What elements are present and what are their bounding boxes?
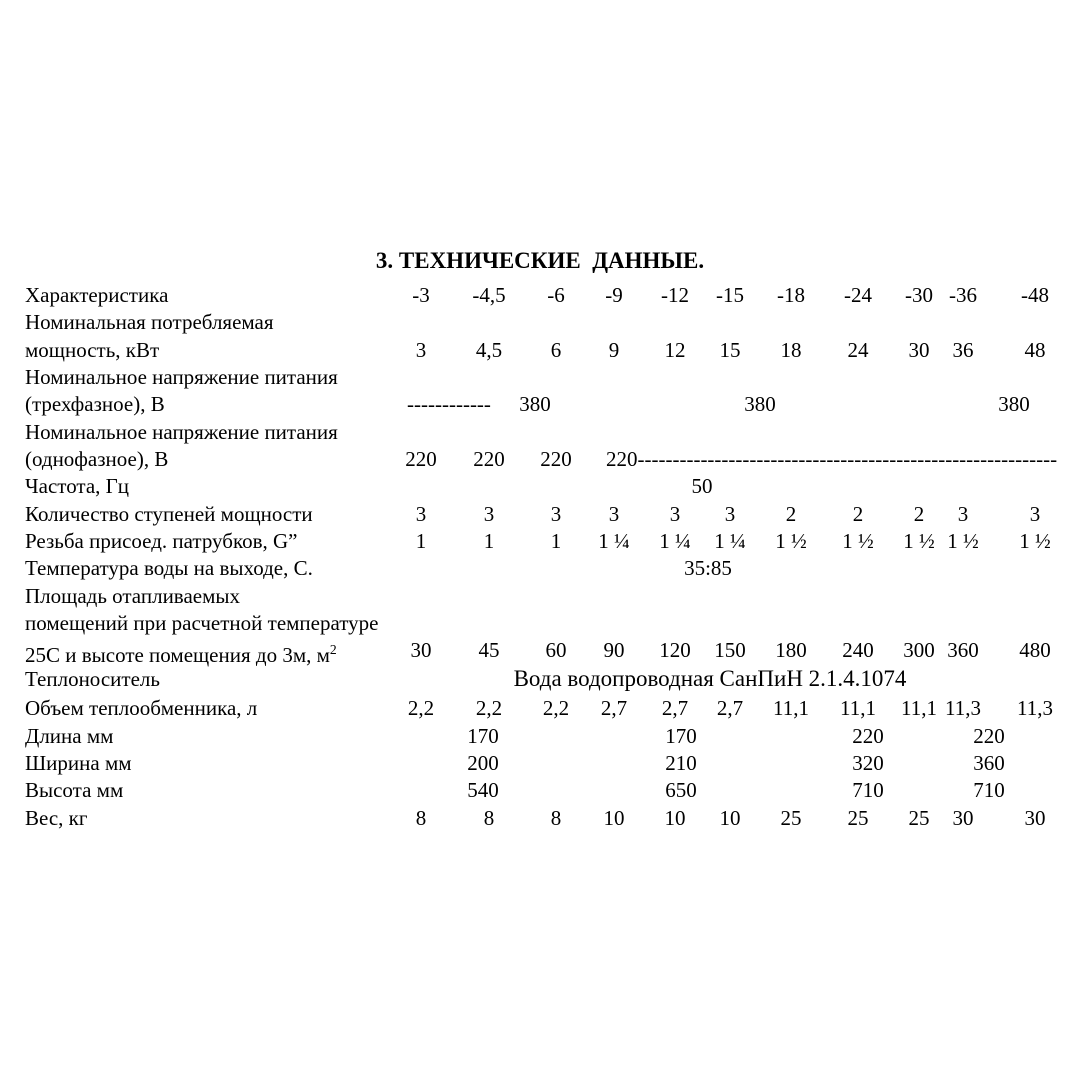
table-row-voltage1 xyxy=(0,445,1080,473)
steps-value: 2 xyxy=(913,502,925,526)
row-coolant-label: Теплоноситель xyxy=(25,667,160,691)
header-value: -36 xyxy=(949,283,977,307)
superscript-2: 2 xyxy=(329,642,337,657)
row-weight-label: Вес, кг xyxy=(25,806,88,830)
area-value: 480 xyxy=(1019,638,1051,662)
area-value: 150 xyxy=(714,638,746,662)
steps-value: 3 xyxy=(1029,502,1041,526)
table-row-area xyxy=(0,636,1080,667)
power-value: 3 xyxy=(415,338,427,362)
length-value: 220 xyxy=(852,724,884,748)
row-length-label: Длина мм xyxy=(25,724,114,748)
header-value: -30 xyxy=(905,283,933,307)
thread-value: 1 ½ xyxy=(842,529,874,553)
weight-value: 8 xyxy=(550,806,562,830)
table-row-voltage3 xyxy=(0,390,1080,418)
row-header-label: Характеристика xyxy=(25,283,169,307)
area-value: 300 xyxy=(903,638,935,662)
thread-value: 1 xyxy=(415,529,427,553)
water-temp-value: 35:85 xyxy=(684,556,732,580)
header-value: -15 xyxy=(716,283,744,307)
weight-value: 10 xyxy=(719,806,741,830)
row-voltage3-label: (трехфазное), В xyxy=(25,392,165,416)
weight-value: 10 xyxy=(603,806,625,830)
area-value: 240 xyxy=(842,638,874,662)
power-value: 48 xyxy=(1024,338,1046,362)
volume-value: 11,1 xyxy=(773,696,809,720)
area-value: 30 xyxy=(410,638,432,662)
voltage3-value: 380 xyxy=(744,392,776,416)
thread-value: 1 ½ xyxy=(947,529,979,553)
header-value: -4,5 xyxy=(472,283,506,307)
table-row-width xyxy=(0,749,1080,777)
table-row-voltage3-label1 xyxy=(0,363,1080,391)
volume-value: 2,7 xyxy=(600,696,628,720)
table-row-area-label1 xyxy=(0,582,1080,610)
voltage3-value: 380 xyxy=(519,392,551,416)
steps-value: 3 xyxy=(669,502,681,526)
table-row-power xyxy=(0,336,1080,364)
row-frequency-label: Частота, Гц xyxy=(25,474,130,498)
width-value: 320 xyxy=(852,751,884,775)
height-value: 710 xyxy=(852,778,884,802)
table-row-frequency xyxy=(0,472,1080,500)
steps-value: 3 xyxy=(957,502,969,526)
header-value: -3 xyxy=(412,283,430,307)
steps-value: 2 xyxy=(785,502,797,526)
power-value: 24 xyxy=(847,338,869,362)
voltage1-value: 220 xyxy=(473,447,505,471)
volume-value: 11,3 xyxy=(945,696,981,720)
table-row-steps xyxy=(0,500,1080,528)
row-power-label-line1: Номинальная потребляемая xyxy=(25,310,274,334)
volume-value: 11,1 xyxy=(901,696,937,720)
steps-value: 3 xyxy=(608,502,620,526)
steps-value: 3 xyxy=(483,502,495,526)
table-row-water-temp xyxy=(0,554,1080,582)
section-title: 3. ТЕХНИЧЕСКИЕ ДАННЫЕ. xyxy=(375,248,705,273)
steps-value: 2 xyxy=(852,502,864,526)
row-area-label-line2: помещений при расчетной температуре xyxy=(25,611,379,635)
steps-value: 3 xyxy=(550,502,562,526)
voltage3-value: 380 xyxy=(998,392,1030,416)
area-value: 360 xyxy=(947,638,979,662)
area-value: 180 xyxy=(775,638,807,662)
thread-value: 1 ½ xyxy=(775,529,807,553)
length-value: 170 xyxy=(467,724,499,748)
table-row-weight xyxy=(0,804,1080,832)
volume-value: 2,2 xyxy=(407,696,435,720)
length-value: 220 xyxy=(973,724,1005,748)
header-value: -12 xyxy=(661,283,689,307)
width-value: 200 xyxy=(467,751,499,775)
steps-value: 3 xyxy=(415,502,427,526)
table-row-power-label1 xyxy=(0,308,1080,336)
power-value: 18 xyxy=(780,338,802,362)
height-value: 710 xyxy=(973,778,1005,802)
row-steps-label: Количество ступеней мощности xyxy=(25,502,313,526)
voltage1-value: 220 xyxy=(405,447,437,471)
thread-value: 1 xyxy=(550,529,562,553)
table-row-area-label2 xyxy=(0,609,1080,637)
area-value: 60 xyxy=(545,638,567,662)
header-value: -9 xyxy=(605,283,623,307)
row-power-label: мощность, кВт xyxy=(25,338,160,362)
table-row-volume xyxy=(0,694,1080,722)
power-value: 36 xyxy=(952,338,974,362)
row-water-temp-label: Температура воды на выходе, С. xyxy=(25,556,313,580)
row-voltage1-label: (однофазное), В xyxy=(25,447,169,471)
table-row-coolant xyxy=(0,665,1080,693)
height-value: 540 xyxy=(467,778,499,802)
weight-value: 25 xyxy=(908,806,930,830)
weight-value: 30 xyxy=(952,806,974,830)
volume-value: 11,3 xyxy=(1017,696,1053,720)
thread-value: 1 ¼ xyxy=(659,529,691,553)
row-volume-label: Объем теплообменника, л xyxy=(25,696,258,720)
volume-value: 11,1 xyxy=(840,696,876,720)
row-width-label: Ширина мм xyxy=(25,751,132,775)
weight-value: 8 xyxy=(415,806,427,830)
voltage1-value-dashes: 220------------------------------------------------------------ xyxy=(606,447,1058,471)
frequency-value: 50 xyxy=(691,474,713,498)
area-value: 120 xyxy=(659,638,691,662)
width-value: 360 xyxy=(973,751,1005,775)
area-value: 45 xyxy=(478,638,500,662)
weight-value: 10 xyxy=(664,806,686,830)
table-row-voltage1-label1 xyxy=(0,418,1080,446)
thread-value: 1 ½ xyxy=(1019,529,1051,553)
power-value: 9 xyxy=(608,338,620,362)
row-area-label-line1: Площадь отапливаемых xyxy=(25,584,240,608)
coolant-value: Вода водопроводная СанПиН 2.1.4.1074 xyxy=(513,666,907,691)
weight-value: 25 xyxy=(847,806,869,830)
thread-value: 1 ¼ xyxy=(598,529,630,553)
steps-value: 3 xyxy=(724,502,736,526)
table-row-thread xyxy=(0,527,1080,555)
table-row-length xyxy=(0,722,1080,750)
power-value: 30 xyxy=(908,338,930,362)
area-value: 90 xyxy=(603,638,625,662)
power-value: 6 xyxy=(550,338,562,362)
row-height-label: Высота мм xyxy=(25,778,124,802)
thread-value: 1 ¼ xyxy=(714,529,746,553)
header-value: -48 xyxy=(1021,283,1049,307)
power-value: 15 xyxy=(719,338,741,362)
voltage1-value: 220 xyxy=(540,447,572,471)
volume-value: 2,7 xyxy=(661,696,689,720)
header-value: -18 xyxy=(777,283,805,307)
table-row-height xyxy=(0,776,1080,804)
row-thread-label: Резьба присоед. патрубков, G” xyxy=(25,529,298,553)
volume-value: 2,7 xyxy=(716,696,744,720)
row-area-label: 25С и высоте помещения до 3м, $м^2$ xyxy=(25,642,337,667)
weight-value: 30 xyxy=(1024,806,1046,830)
volume-value: 2,2 xyxy=(475,696,503,720)
table-row-header xyxy=(0,281,1080,309)
thread-value: 1 xyxy=(483,529,495,553)
header-value: -6 xyxy=(547,283,565,307)
length-value: 170 xyxy=(665,724,697,748)
power-value: 12 xyxy=(664,338,686,362)
weight-value: 8 xyxy=(483,806,495,830)
height-value: 650 xyxy=(665,778,697,802)
row-voltage3-label-line1: Номинальное напряжение питания xyxy=(25,365,338,389)
voltage3-dashes: ------------ xyxy=(407,392,491,416)
header-value: -24 xyxy=(844,283,872,307)
thread-value: 1 ½ xyxy=(903,529,935,553)
width-value: 210 xyxy=(665,751,697,775)
row-voltage1-label-line1: Номинальное напряжение питания xyxy=(25,420,338,444)
power-value: 4,5 xyxy=(475,338,503,362)
weight-value: 25 xyxy=(780,806,802,830)
volume-value: 2,2 xyxy=(542,696,570,720)
